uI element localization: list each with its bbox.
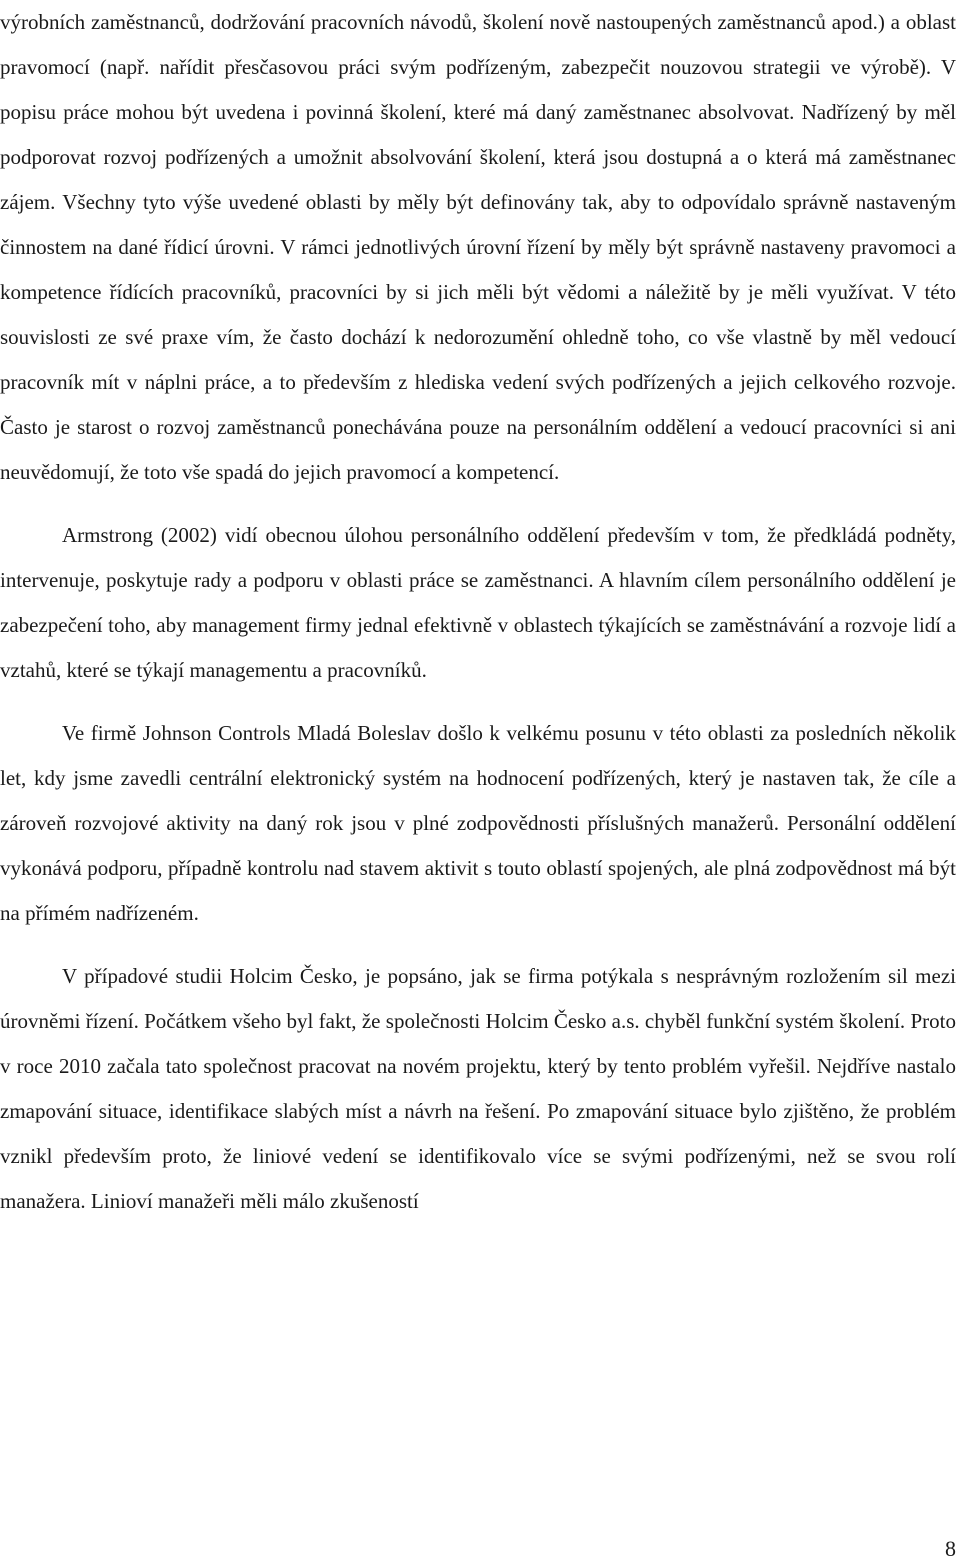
paragraph-johnson-controls: Ve firmě Johnson Controls Mladá Boleslav došlo k velkému posunu v této oblasti za posledních několik let, kdy jsme zavedli centrální elektronický systém na hodnocení podřízených, který je nastaven tak, že cíle a zároveň rozvojové aktivity na daný rok jsou v plné zodpovědnosti příslušných manažerů. Personální oddělení vykonává podporu, případně kontrolu nad stavem aktivit s touto oblastí spojených, ale plná zodpovědnost má být na přímém nadřízeném. [0,721,956,925]
page-number: 8 [945,1536,956,1561]
paragraph-holcim: V případové studii Holcim Česko, je popsáno, jak se firma potýkala s nesprávným rozložením sil mezi úrovněmi řízení. Počátkem všeho byl fakt, že společnosti Holcim Česko a.s. chyběl funkční systém školení. Proto v roce 2010 začala tato společnost pracovat na novém projektu, který by tento problém vyřešil. Nejdříve nastalo zmapování situace, identifikace slabých míst a návrh na řešení. Po zmapování situace bylo zjištěno, že problém vznikl především proto, že liniové vedení se identifikovalo více se svými podřízenými, než se svou rolí manažera. Linioví manažeři měli málo zkušeností [0,964,956,1213]
paragraph-armstrong: Armstrong (2002) vidí obecnou úlohou personálního oddělení především v tom, že předkládá podněty, intervenuje, poskytuje rady a podporu v oblasti práce se zaměstnanci. A hlavním cílem personálního oddělení je zabezpečení toho, aby management firmy jednal efektivně v oblastech týkajících se zaměstnávání a rozvoje lidí a vztahů, které se týkají managementu a pracovníků. [0,523,956,682]
paragraph-continuation: výrobních zaměstnanců, dodržování pracovních návodů, školení nově nastoupených zaměstnanců apod.) a oblast pravomocí (např. nařídit přesčasovou práci svým podřízeným, zabezpečit nouzovou strategii ve výrobě). V popisu práce mohou být uvedena i povinná školení, které má daný zaměstnanec absolvovat. Nadřízený by měl podporovat rozvoj podřízených a umožnit absolvování školení, která jsou dostupná a o která má zaměstnanec zájem. Všechny tyto výše uvedené oblasti by měly být definovány tak, aby to odpovídalo správně nastaveným činnostem na dané řídicí úrovni. V rámci jednotlivých úrovní řízení by měly být správně nastaveny pravomoci a kompetence řídících pracovníků, pracovníci by si jich měli být vědomi a náležitě by je měli využívat. V této souvislosti ze své praxe vím, že často dochází k nedorozumění ohledně toho, co vše vlastně by měl vedoucí pracovník mít v náplni práce, a to především z hlediska vedení svých podřízených a jejich celkového rozvoje. Často je starost o rozvoj zaměstnanců ponechávána pouze na personálním oddělení a vedoucí pracovníci si ani neuvědomují, že toto vše spadá do jejich pravomocí a kompetencí. [0,10,956,484]
